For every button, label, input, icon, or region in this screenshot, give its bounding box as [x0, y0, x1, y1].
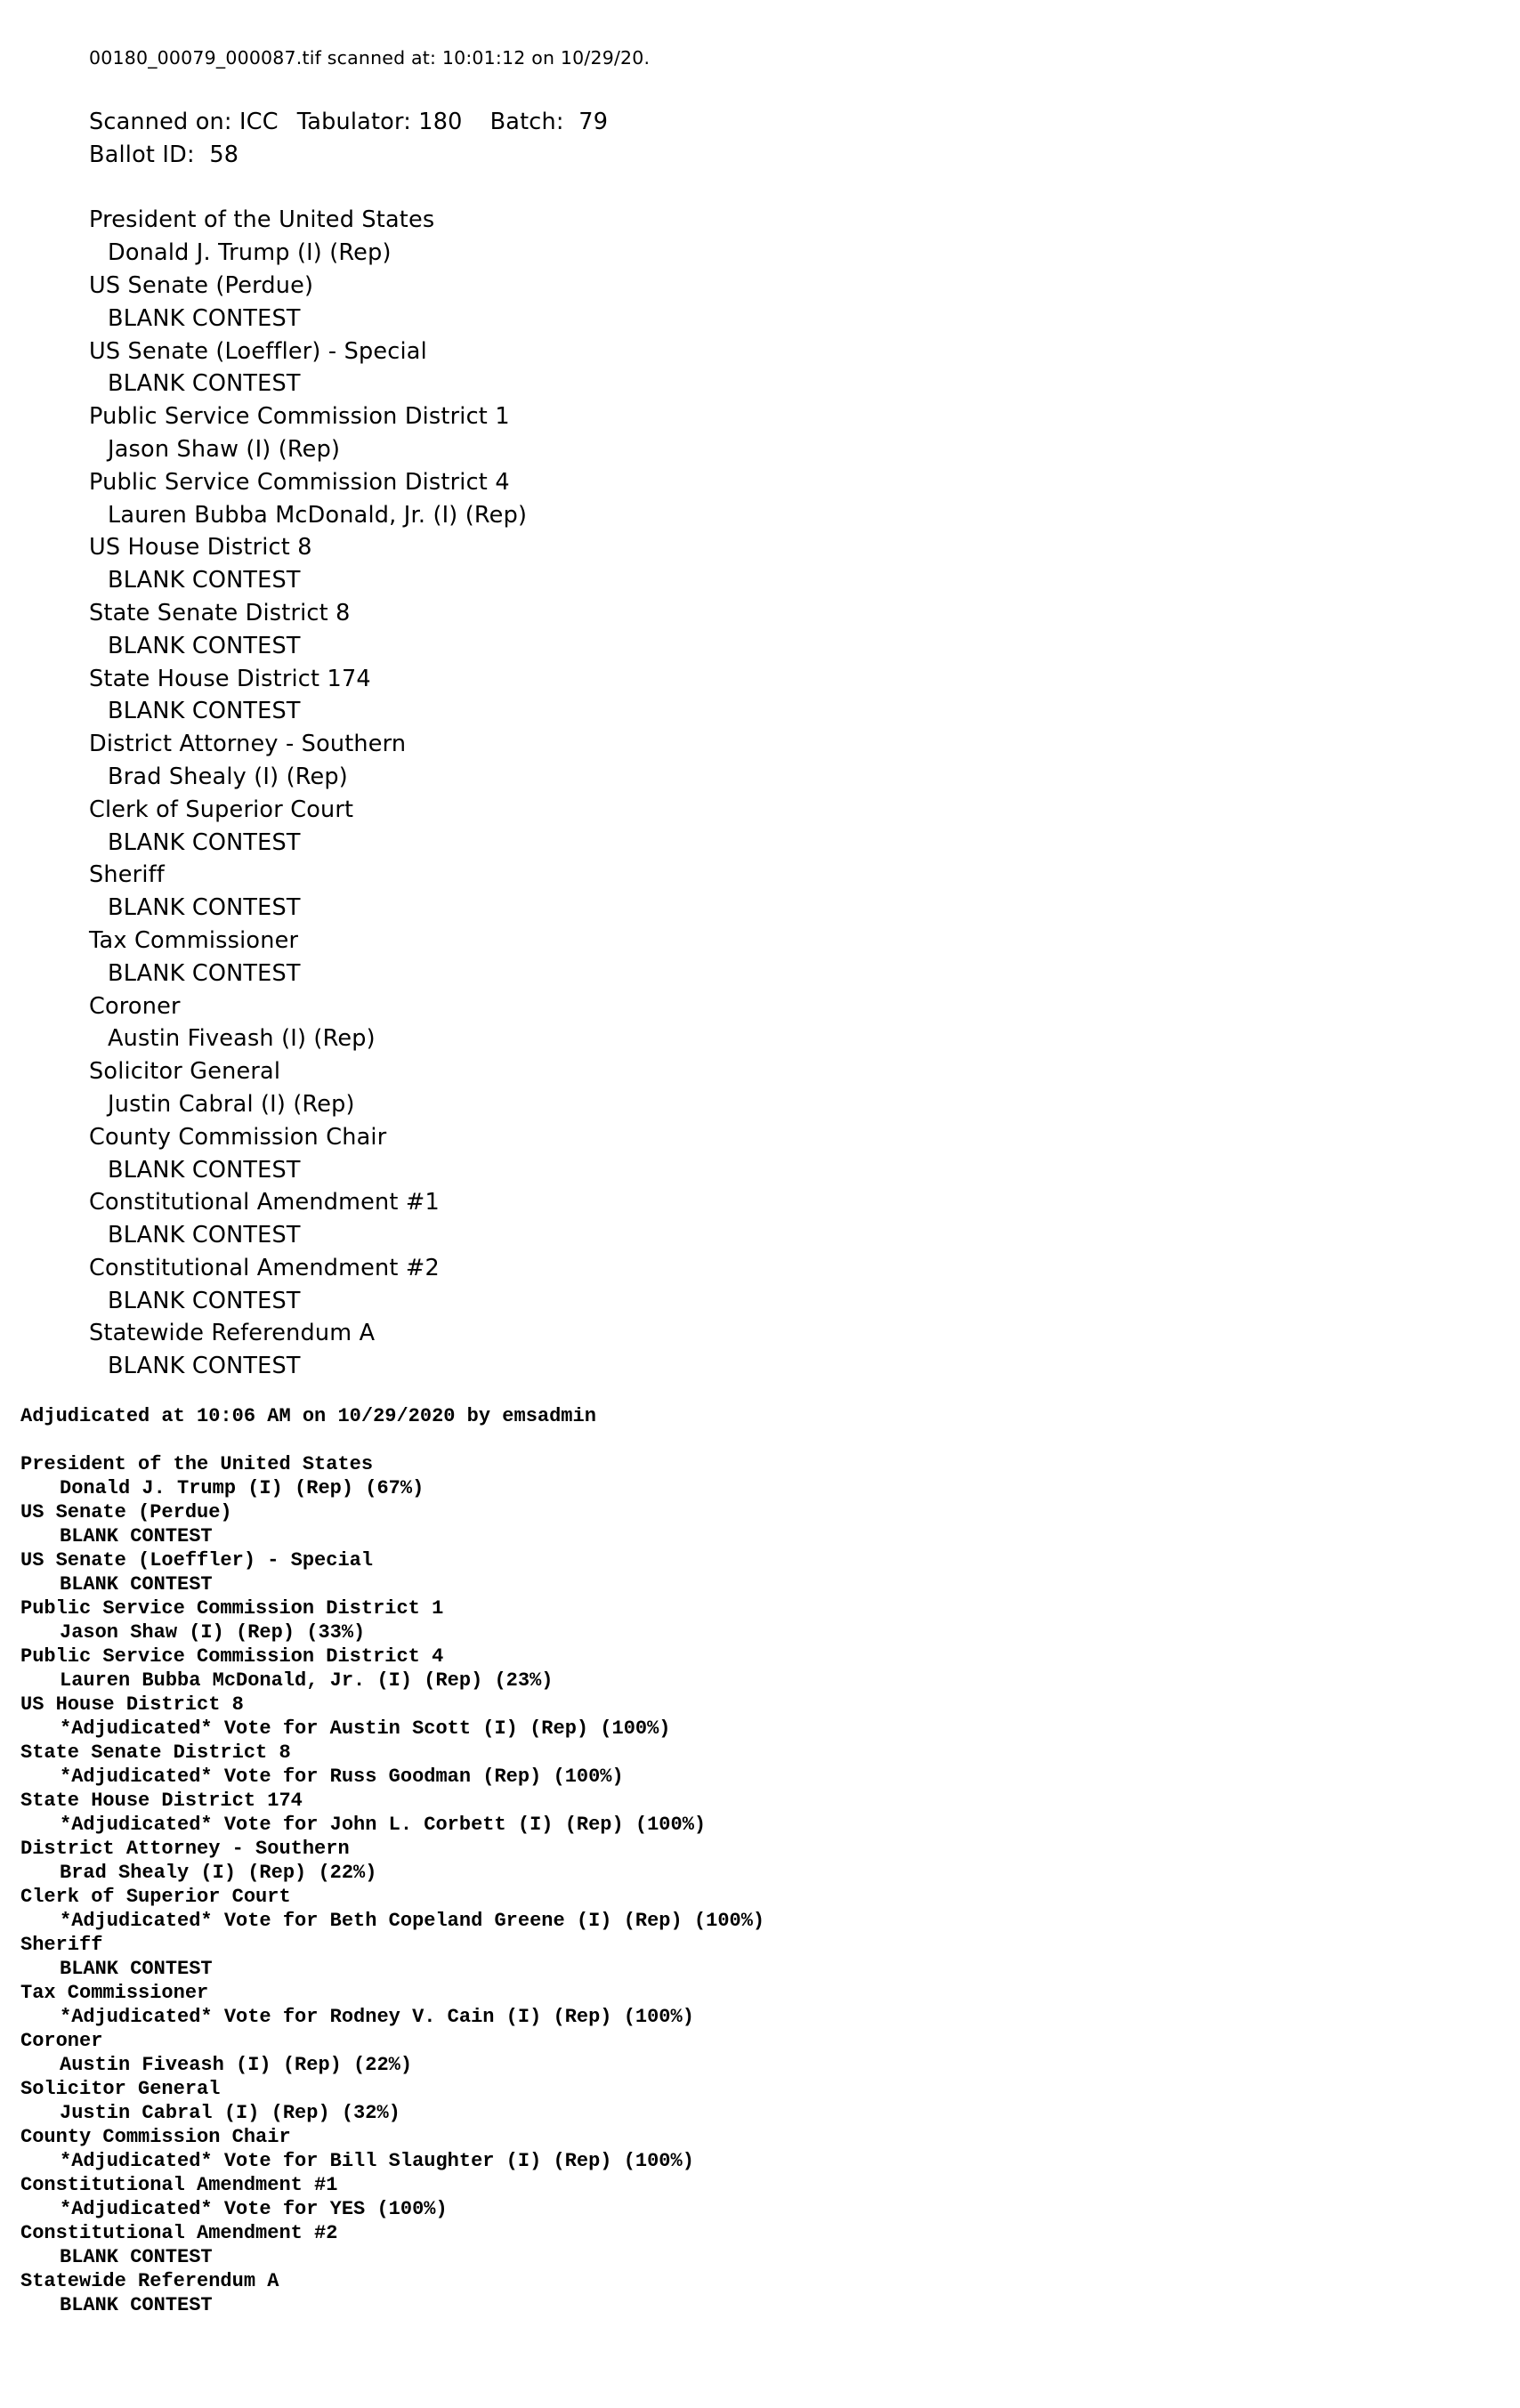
contest-title: US Senate (Perdue)	[89, 271, 314, 299]
adjudication-list	[20, 1452, 764, 2317]
contest-selection: Austin Fiveash (I) (Rep)	[108, 1025, 376, 1053]
adj-contest-title: Solicitor General	[20, 2078, 221, 2100]
contest-list	[89, 204, 650, 1383]
adj-contest-result: Brad Shealy (I) (Rep) (22%)	[60, 1862, 377, 1884]
batch-label: Batch: 79	[489, 109, 609, 135]
contest-title: Public Service Commission District 4	[89, 468, 510, 496]
contest-title: Tax Commissioner	[89, 926, 299, 954]
adj-contest-title: Constitutional Amendment #2	[20, 2222, 338, 2244]
adj-contest-result: BLANK CONTEST	[60, 2246, 213, 2268]
adj-contest-title: Clerk of Superior Court	[20, 1886, 291, 1908]
adj-contest-title: Tax Commissioner	[20, 1982, 209, 2004]
adj-contest-title: Sheriff	[20, 1934, 103, 1956]
adj-contest-title: District Attorney - Southern	[20, 1838, 350, 1860]
scan-header: 00180_00079_000087.tif scanned at: 10:01:12 on 10/29/20.	[89, 47, 651, 69]
adj-contest-result: BLANK CONTEST	[60, 1573, 213, 1596]
adj-contest-title: Public Service Commission District 1	[20, 1597, 444, 1620]
contest-title: Constitutional Amendment #2	[89, 1254, 440, 1281]
contest-selection: Justin Cabral (I) (Rep)	[108, 1090, 355, 1118]
adj-contest-result: BLANK CONTEST	[60, 2294, 213, 2316]
contest-selection: BLANK CONTEST	[108, 370, 301, 398]
contest-selection: BLANK CONTEST	[108, 894, 301, 922]
contest-selection: BLANK CONTEST	[108, 698, 301, 725]
adj-contest-title: State Senate District 8	[20, 1741, 291, 1764]
adj-contest-result: Donald J. Trump (I) (Rep) (67%)	[60, 1477, 424, 1499]
contest-selection: Lauren Bubba McDonald, Jr. (I) (Rep)	[108, 501, 528, 529]
contest-selection: BLANK CONTEST	[108, 959, 301, 987]
contest-title: State House District 174	[89, 665, 371, 692]
adj-contest-result: BLANK CONTEST	[60, 1958, 213, 1980]
scan-meta-line	[89, 106, 650, 139]
contest-title: Solicitor General	[89, 1058, 281, 1086]
adj-contest-title: US House District 8	[20, 1693, 244, 1716]
contest-selection: BLANK CONTEST	[108, 567, 301, 594]
contest-selection: BLANK CONTEST	[108, 1222, 301, 1249]
contest-title: US House District 8	[89, 534, 312, 562]
adj-contest-result: Justin Cabral (I) (Rep) (32%)	[60, 2102, 400, 2124]
adj-contest-result: *Adjudicated* Vote for Bill Slaughter (I) (Rep) (100%)	[60, 2150, 694, 2172]
adj-contest-result: Austin Fiveash (I) (Rep) (22%)	[60, 2054, 413, 2076]
contest-title: Statewide Referendum A	[89, 1320, 376, 1347]
scanned-on-label: Scanned on: ICC	[89, 109, 279, 135]
adj-contest-result: *Adjudicated* Vote for Russ Goodman (Rep) (100%)	[60, 1766, 624, 1788]
adj-contest-title: US Senate (Perdue)	[20, 1501, 232, 1523]
contest-selection: Jason Shaw (I) (Rep)	[108, 435, 341, 463]
contest-title: District Attorney - Southern	[89, 731, 407, 758]
contest-title: President of the United States	[89, 206, 435, 234]
adj-contest-title: County Commission Chair	[20, 2126, 291, 2148]
contest-title: Public Service Commission District 1	[89, 403, 510, 431]
adj-contest-result: *Adjudicated* Vote for Beth Copeland Greene (I) (Rep) (100%)	[60, 1910, 765, 1932]
adj-contest-result: Lauren Bubba McDonald, Jr. (I) (Rep) (23%)	[60, 1669, 554, 1692]
scan-section	[89, 42, 650, 1383]
scan-metadata	[89, 106, 650, 172]
contest-title: Clerk of Superior Court	[89, 796, 354, 823]
contest-title: County Commission Chair	[89, 1123, 387, 1151]
adj-contest-result: *Adjudicated* Vote for Austin Scott (I) (Rep) (100%)	[60, 1717, 671, 1740]
adj-contest-title: Public Service Commission District 4	[20, 1645, 444, 1668]
adj-contest-result: *Adjudicated* Vote for Rodney V. Cain (I) (Rep) (100%)	[60, 2006, 694, 2028]
adj-contest-result: *Adjudicated* Vote for John L. Corbett (I) (Rep) (100%)	[60, 1814, 707, 1836]
contest-selection: BLANK CONTEST	[108, 1156, 301, 1184]
contest-title: US Senate (Loeffler) - Special	[89, 337, 427, 365]
adj-contest-result: *Adjudicated* Vote for YES (100%)	[60, 2198, 448, 2220]
contest-selection: BLANK CONTEST	[108, 304, 301, 332]
adjudication-header: Adjudicated at 10:06 AM on 10/29/2020 by emsadmin	[20, 1405, 596, 1427]
contest-title: State Senate District 8	[89, 599, 351, 626]
adj-contest-result: Jason Shaw (I) (Rep) (33%)	[60, 1621, 366, 1644]
contest-selection: BLANK CONTEST	[108, 632, 301, 659]
contest-selection: BLANK CONTEST	[108, 1353, 301, 1380]
contest-title: Coroner	[89, 992, 181, 1020]
contest-selection: Brad Shealy (I) (Rep)	[108, 763, 348, 790]
tabulator-label: Tabulator: 180	[296, 109, 463, 135]
adj-contest-title: US Senate (Loeffler) - Special	[20, 1549, 374, 1572]
contest-selection: Donald J. Trump (I) (Rep)	[108, 239, 392, 267]
adj-contest-result: BLANK CONTEST	[60, 1525, 213, 1547]
adj-contest-title: President of the United States	[20, 1453, 374, 1475]
contest-title: Sheriff	[89, 861, 165, 889]
adj-contest-title: Coroner	[20, 2030, 103, 2052]
adj-contest-title: Constitutional Amendment #1	[20, 2174, 338, 2196]
contest-title: Constitutional Amendment #1	[89, 1189, 440, 1216]
adjudication-section	[20, 1404, 764, 2317]
contest-selection: BLANK CONTEST	[108, 828, 301, 856]
contest-selection: BLANK CONTEST	[108, 1287, 301, 1314]
ballot-id-label: Ballot ID: 58	[89, 141, 239, 168]
adj-contest-title: State House District 174	[20, 1790, 303, 1812]
adj-contest-title: Statewide Referendum A	[20, 2270, 279, 2292]
